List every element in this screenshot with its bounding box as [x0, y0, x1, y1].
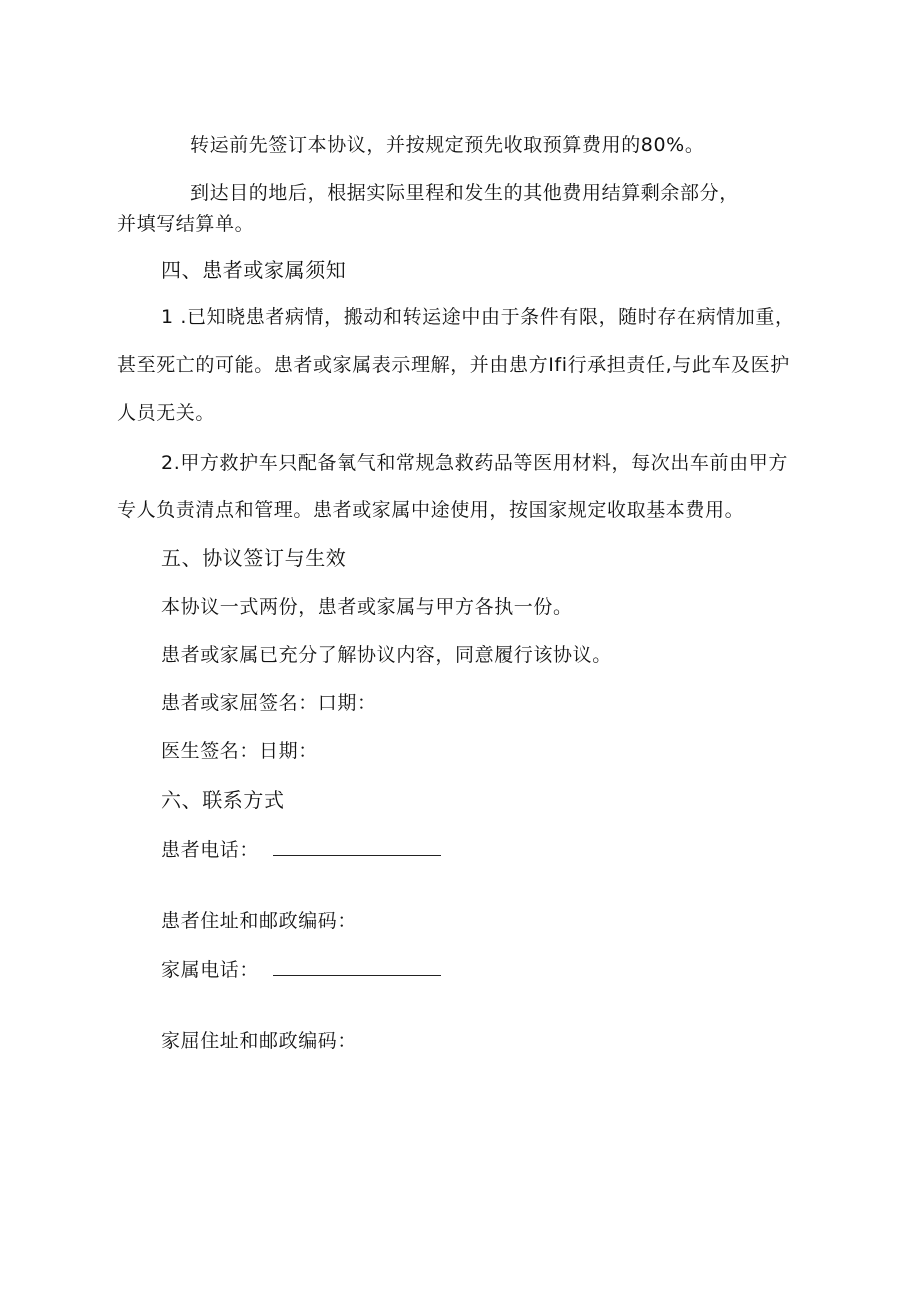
notice-item-2-line-1: 2.甲方救护车只配备氧气和常规急救药品等医用材料，每次出车前由甲方	[161, 452, 788, 474]
section-heading-agreement: 五、协议签订与生效	[161, 546, 347, 570]
notice-item-1-line-2: 甚至死亡的可能。患者或家属表示理解，并由患方Ifi行承担责任,与此车及医护	[117, 354, 790, 376]
patient-signature-line: 患者或家屈签名：口期：	[161, 692, 377, 714]
agreement-copies-text: 本协议一式两份，患者或家属与甲方各执一份。	[161, 596, 573, 618]
family-phone-blank[interactable]	[273, 957, 441, 976]
section-heading-notice: 四、患者或家属须知	[161, 258, 347, 282]
notice-item-2-line-2: 专人负责清点和管理。患者或家属中途使用，按国家规定收取基本费用。	[117, 499, 745, 521]
notice-item-1-line-1: 1 .已知晓患者病情，搬动和转运途中由于条件有限，随时存在病情加重，	[161, 306, 795, 328]
notice-item-1-line-3: 人员无关。	[117, 402, 216, 424]
agreement-consent-text: 患者或家属已充分了解协议内容，同意履行该协议。	[161, 644, 612, 666]
settlement-text: 到达目的地后，根据实际里程和发生的其他费用结算剩余部分，	[190, 182, 739, 204]
family-phone-row	[161, 957, 441, 982]
doctor-signature-line: 医生签名：日期：	[161, 740, 318, 762]
settlement-text-cont: 并填写结算单。	[117, 213, 255, 235]
family-phone-label: 家属电话：	[161, 959, 260, 981]
section-heading-contact: 六、联系方式	[161, 788, 285, 812]
patient-phone-row	[161, 837, 441, 862]
patient-address-label: 患者住址和邮政编码：	[161, 910, 358, 932]
payment-advance-text: 转运前先签订本协议，并按规定预先收取预算费用的80%。	[190, 134, 705, 156]
family-address-label: 家屈住址和邮政编码：	[161, 1030, 358, 1052]
patient-phone-blank[interactable]	[273, 837, 441, 856]
patient-phone-label: 患者电话：	[161, 839, 260, 861]
